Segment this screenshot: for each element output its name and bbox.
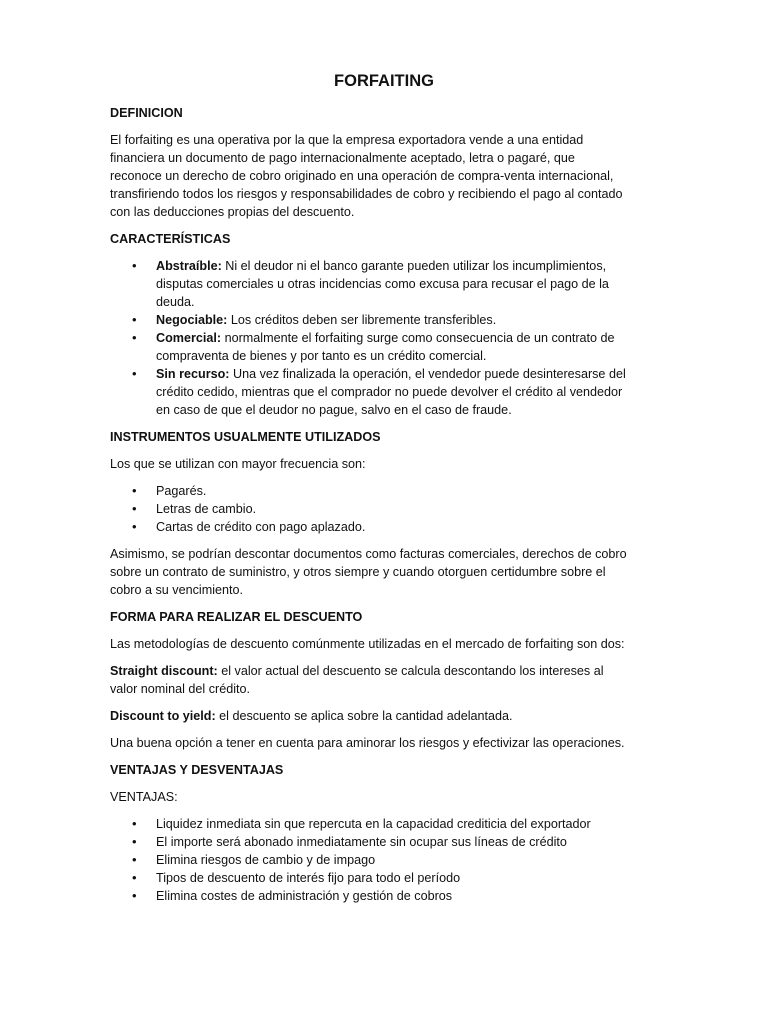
list-item [132, 365, 630, 419]
definicion-paragraph: El forfaiting es una operativa por la que la empresa exportadora vende a una entidad financiera un documento de pago internacionalmente aceptado, letra o pagaré, que reconoce un derecho de cobro originado en una operación de compra-venta internacional, transfiriendo todos los riesgos y responsabilidades de cobro y recibiendo el pago al contado con las deducciones propias del descuento. [110, 133, 623, 219]
instrumentos-list [110, 482, 630, 536]
list-item [132, 833, 630, 851]
item-text: Liquidez inmediata sin que repercuta en la capacidad crediticia del exportador [156, 817, 591, 831]
item-text: Ni el deudor ni el banco garante pueden utilizar los incumplimientos, disputas comerciales u otras incidencias como excusa para recusar el pago de la deuda. [156, 259, 609, 309]
section-heading-forma: FORMA PARA REALIZAR EL DESCUENTO [110, 610, 363, 624]
section-heading-definicion: DEFINICION [110, 106, 183, 120]
forma-note: Una buena opción a tener en cuenta para aminorar los riesgos y efectivizar las operaciones. [110, 736, 625, 750]
item-text: Tipos de descuento de interés fijo para todo el período [156, 871, 461, 885]
bullet-icon: • [132, 852, 137, 867]
bullet-icon: • [132, 501, 137, 516]
list-item [132, 518, 630, 536]
instrumentos-intro: Los que se utilizan con mayor frecuencia son: [110, 457, 366, 471]
list-item [132, 482, 630, 500]
list-item [132, 311, 630, 329]
document-content [110, 70, 630, 914]
caracteristicas-list [110, 257, 630, 419]
discount-to-yield-text: el descuento se aplica sobre la cantidad adelantada. [215, 709, 513, 723]
list-item [132, 851, 630, 869]
item-term: Negociable: [156, 313, 228, 327]
item-text: Pagarés. [156, 484, 207, 498]
section-heading-instrumentos: INSTRUMENTOS USUALMENTE UTILIZADOS [110, 430, 381, 444]
item-text: Letras de cambio. [156, 502, 257, 516]
bullet-icon: • [132, 366, 137, 381]
bullet-icon: • [132, 888, 137, 903]
list-item [132, 329, 630, 365]
list-item [132, 257, 630, 311]
bullet-icon: • [132, 519, 137, 534]
forma-intro: Las metodologías de descuento comúnmente utilizadas en el mercado de forfaiting son dos: [110, 637, 625, 651]
bullet-icon: • [132, 870, 137, 885]
ventajas-list [110, 815, 630, 905]
bullet-icon: • [132, 330, 137, 345]
page-title: FORFAITING [334, 72, 434, 90]
section-heading-ventajas: VENTAJAS Y DESVENTAJAS [110, 763, 284, 777]
instrumentos-outro: Asimismo, se podrían descontar documentos como facturas comerciales, derechos de cobro sobre un contrato de suministro, y otros siempre y cuando otorguen certidumbre sobre el cobro a su vencimiento. [110, 547, 627, 597]
item-text: Elimina costes de administración y gestión de cobros [156, 889, 453, 903]
item-term: Comercial: [156, 331, 222, 345]
list-item [132, 500, 630, 518]
straight-discount-term: Straight discount: [110, 664, 218, 678]
straight-discount-paragraph [110, 662, 630, 698]
item-text: El importe será abonado inmediatamente sin ocupar sus líneas de crédito [156, 835, 567, 849]
item-term: Sin recurso: [156, 367, 230, 381]
bullet-icon: • [132, 483, 137, 498]
ventajas-subheading: VENTAJAS: [110, 790, 178, 804]
straight-discount-text: el valor actual del descuento se calcula descontando los intereses al valor nominal del crédito. [110, 664, 604, 696]
bullet-icon: • [132, 816, 137, 831]
list-item [132, 887, 630, 905]
discount-to-yield-term: Discount to yield: [110, 709, 216, 723]
list-item [132, 815, 630, 833]
list-item [132, 869, 630, 887]
bullet-icon: • [132, 312, 137, 327]
item-term: Abstraíble: [156, 259, 222, 273]
discount-to-yield-paragraph [110, 707, 630, 725]
bullet-icon: • [132, 834, 137, 849]
item-text: Los créditos deben ser libremente transferibles. [227, 313, 497, 327]
item-text: Elimina riesgos de cambio y de impago [156, 853, 376, 867]
item-text: normalmente el forfaiting surge como consecuencia de un contrato de compraventa de bienes y por tanto es un crédito comercial. [156, 331, 615, 363]
item-text: Una vez finalizada la operación, el vendedor puede desinteresarse del crédito cedido, mientras que el comprador no puede devolver el crédito al vendedor en caso de que el deudor no pague, salvo en el caso de fraude. [156, 367, 626, 417]
item-text: Cartas de crédito con pago aplazado. [156, 520, 366, 534]
bullet-icon: • [132, 258, 137, 273]
section-heading-caracteristicas: CARACTERÍSTICAS [110, 232, 231, 246]
